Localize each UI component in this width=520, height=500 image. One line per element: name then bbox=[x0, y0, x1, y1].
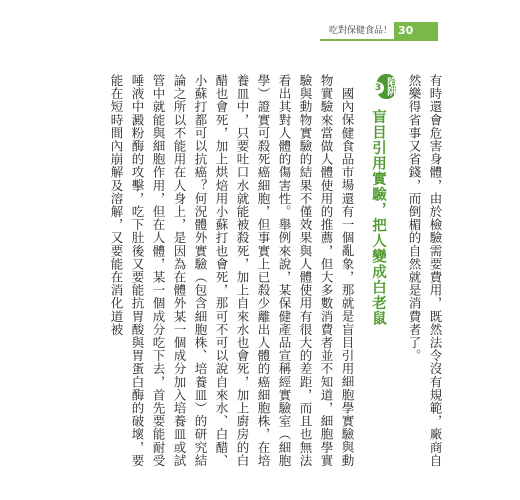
section-heading bbox=[366, 74, 396, 472]
page-number-badge bbox=[394, 22, 438, 39]
section-badge-index: 3 bbox=[372, 82, 384, 94]
running-title: 吃對保健食品！ bbox=[328, 26, 392, 36]
intro-paragraph: 有時還會危害身體，由於檢驗需要費用，既然法令沒有規範，廠商自然樂得省事又省錢，而倒楣的自然就是消費者了。 bbox=[407, 74, 443, 467]
header-rule bbox=[320, 39, 438, 41]
section-badge-label: 陷阱 bbox=[385, 77, 396, 96]
body-paragraph: 國內保健食品市場還有一個亂象，那就是盲目引用細胞學實驗與動物實驗來當做人體使用的推薦，但大多數消費者並不知道，細胞學實驗與動物實驗的結果不僅效果與人體使用有很大的差距，而且也無法看出其對人體的傷害性。舉例來說，某保健產品宣稱經實驗室（細胞學）證實可殺死癌細胞，但事實上已殺少離出人體的癌細胞株，在培養皿中，只要吐口水就能被殺死，加上自來水也會死，加上廚房的白醋也會死，加上烘焙用小蘇打也會死，那可不可以說自來水、白醋、小蘇打都可以抗癌？何況體外實驗（包含細胞株、培養皿）的研究結論之所以不能用在人身上，是因為在體外某一個成分加入培養皿或試管中就能與細胞作用，但在人體，某一個成分吃下去，首先要能耐受唾液中澱粉酶的攻擊，吃下肚後又要能抗胃酸與胃蛋白酶的破壞，要能在短時間內崩解及溶解，又要能在消化道被 bbox=[109, 74, 355, 467]
page-header bbox=[0, 22, 520, 42]
section-title: 盲目引用實驗，把人變成白老鼠 bbox=[370, 109, 386, 327]
page-number: 30 bbox=[398, 24, 414, 37]
section-badge bbox=[374, 74, 396, 99]
body-text bbox=[106, 74, 446, 472]
